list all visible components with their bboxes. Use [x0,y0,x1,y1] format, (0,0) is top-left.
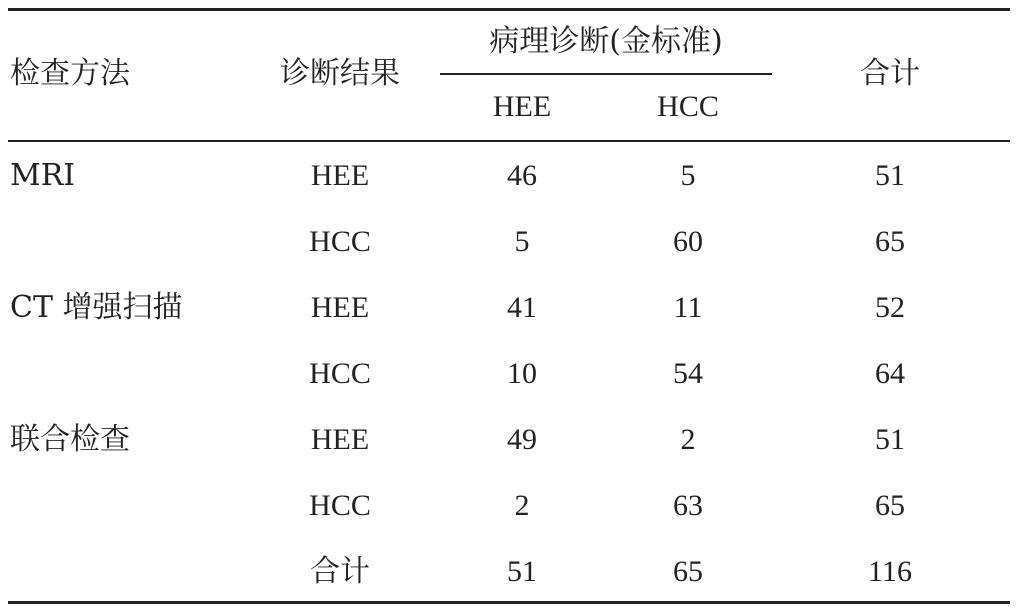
header-result: 诊断结果 [280,56,400,91]
row-hcc-count: 54 [673,357,703,390]
table-row [0,552,1024,592]
header-bottom-rule [8,140,1010,142]
row-hee-count: 10 [507,357,537,390]
table-top-rule [8,8,1010,11]
row-hcc-count: 2 [680,423,696,456]
row-hcc-count: 63 [673,489,703,522]
row-hee-count: 51 [507,555,537,588]
header-method: 检查方法 [10,56,130,91]
row-total: 51 [875,159,905,192]
row-result: HEE [310,159,370,192]
header-total: 合计 [860,56,920,91]
row-total: 64 [875,357,905,390]
table-row [0,156,1024,196]
row-total: 65 [875,489,905,522]
row-method: MRI [10,158,76,193]
header-pathology-group: 病理诊断(金标准) [489,24,723,59]
header-hcc: HCC [657,90,719,123]
row-total: 51 [875,423,905,456]
row-result: HCC [309,225,371,258]
row-method: 联合检查 [10,422,130,457]
row-result: 合计 [310,554,370,589]
header-hee: HEE [492,90,552,123]
row-result: HCC [309,357,371,390]
row-hcc-count: 65 [673,555,703,588]
row-result: HEE [310,423,370,456]
row-hee-count: 2 [514,489,530,522]
row-total: 65 [875,225,905,258]
row-hee-count: 49 [507,423,537,456]
row-hcc-count: 60 [673,225,703,258]
row-hee-count: 46 [507,159,537,192]
row-method: CT 增强扫描 [10,290,183,325]
row-hcc-count: 11 [673,291,703,324]
group-header-rule [440,73,772,75]
row-result: HCC [309,489,371,522]
row-total: 116 [868,555,912,588]
table-row [0,354,1024,394]
table-row [0,486,1024,526]
row-result: HEE [310,291,370,324]
row-hee-count: 41 [507,291,537,324]
table-row [0,222,1024,262]
table-row [0,420,1024,460]
row-hcc-count: 5 [680,159,696,192]
row-total: 52 [875,291,905,324]
table-bottom-rule [8,601,1010,604]
table-row [0,288,1024,328]
row-hee-count: 5 [514,225,530,258]
